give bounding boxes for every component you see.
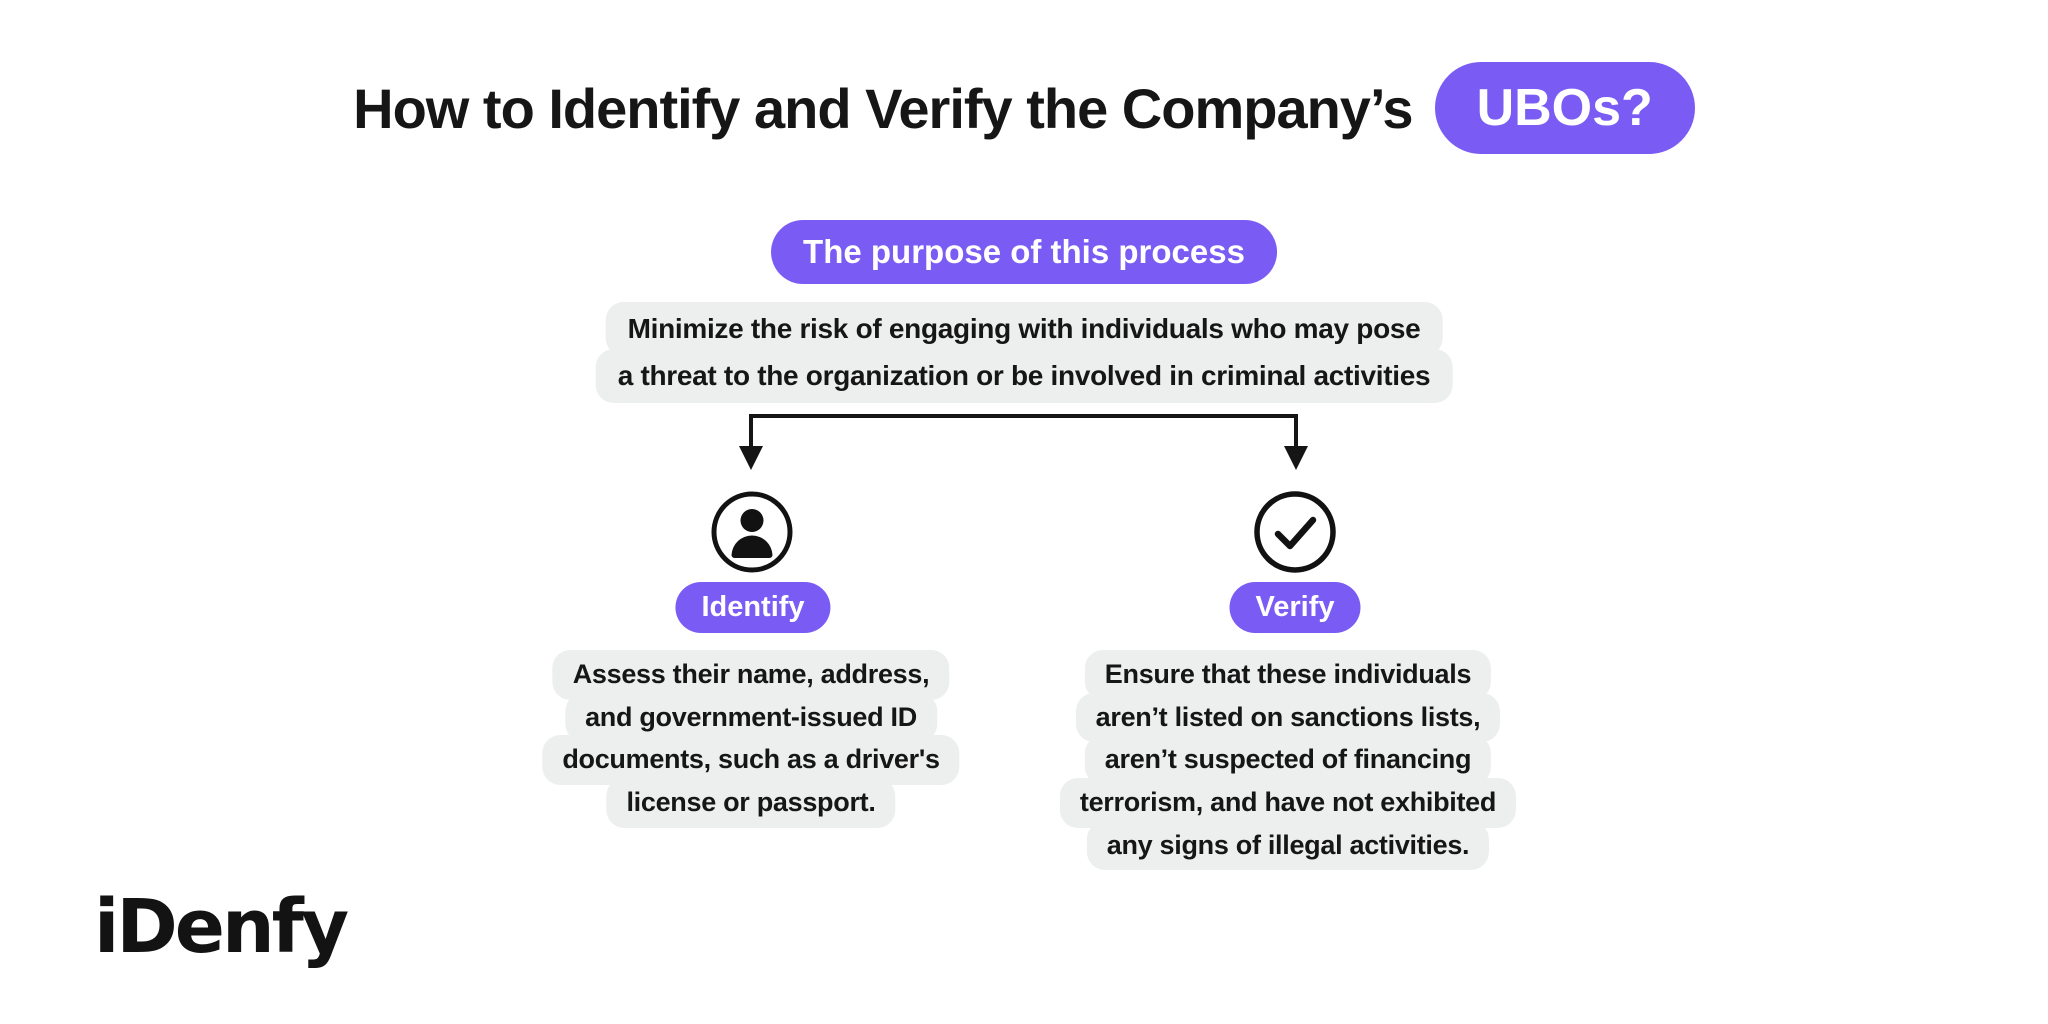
arrow-down-right <box>1284 446 1308 470</box>
purpose-text-box <box>596 302 1453 403</box>
verify-text-box <box>1060 650 1516 870</box>
text-line: aren’t suspected of financing <box>1085 735 1491 785</box>
text-line: any signs of illegal activities. <box>1087 821 1490 871</box>
text-line: aren’t listed on sanctions lists, <box>1076 693 1501 743</box>
header <box>0 62 2048 154</box>
text-line: a threat to the organization or be involved in criminal activities <box>596 349 1453 403</box>
text-line: Ensure that these individuals <box>1085 650 1491 700</box>
identify-text-box <box>542 650 959 828</box>
person-circle-icon <box>709 489 795 575</box>
text-line: license or passport. <box>606 778 895 828</box>
text-line: documents, such as a driver's <box>542 735 959 785</box>
text-line: and government-issued ID <box>565 693 937 743</box>
arrow-down-left <box>739 446 763 470</box>
page-title: How to Identify and Verify the Company’s <box>353 76 1413 140</box>
text-line: Minimize the risk of engaging with individuals who may pose <box>606 302 1443 356</box>
ubos-badge: UBOs? <box>1435 62 1695 154</box>
check-circle-icon <box>1252 489 1338 575</box>
idenfy-logo: iDenfy <box>94 884 347 970</box>
text-line: Assess their name, address, <box>553 650 950 700</box>
purpose-label-pill: The purpose of this process <box>771 220 1277 284</box>
verify-pill: Verify <box>1230 582 1361 633</box>
identify-pill: Identify <box>675 582 830 633</box>
text-line: terrorism, and have not exhibited <box>1060 778 1516 828</box>
